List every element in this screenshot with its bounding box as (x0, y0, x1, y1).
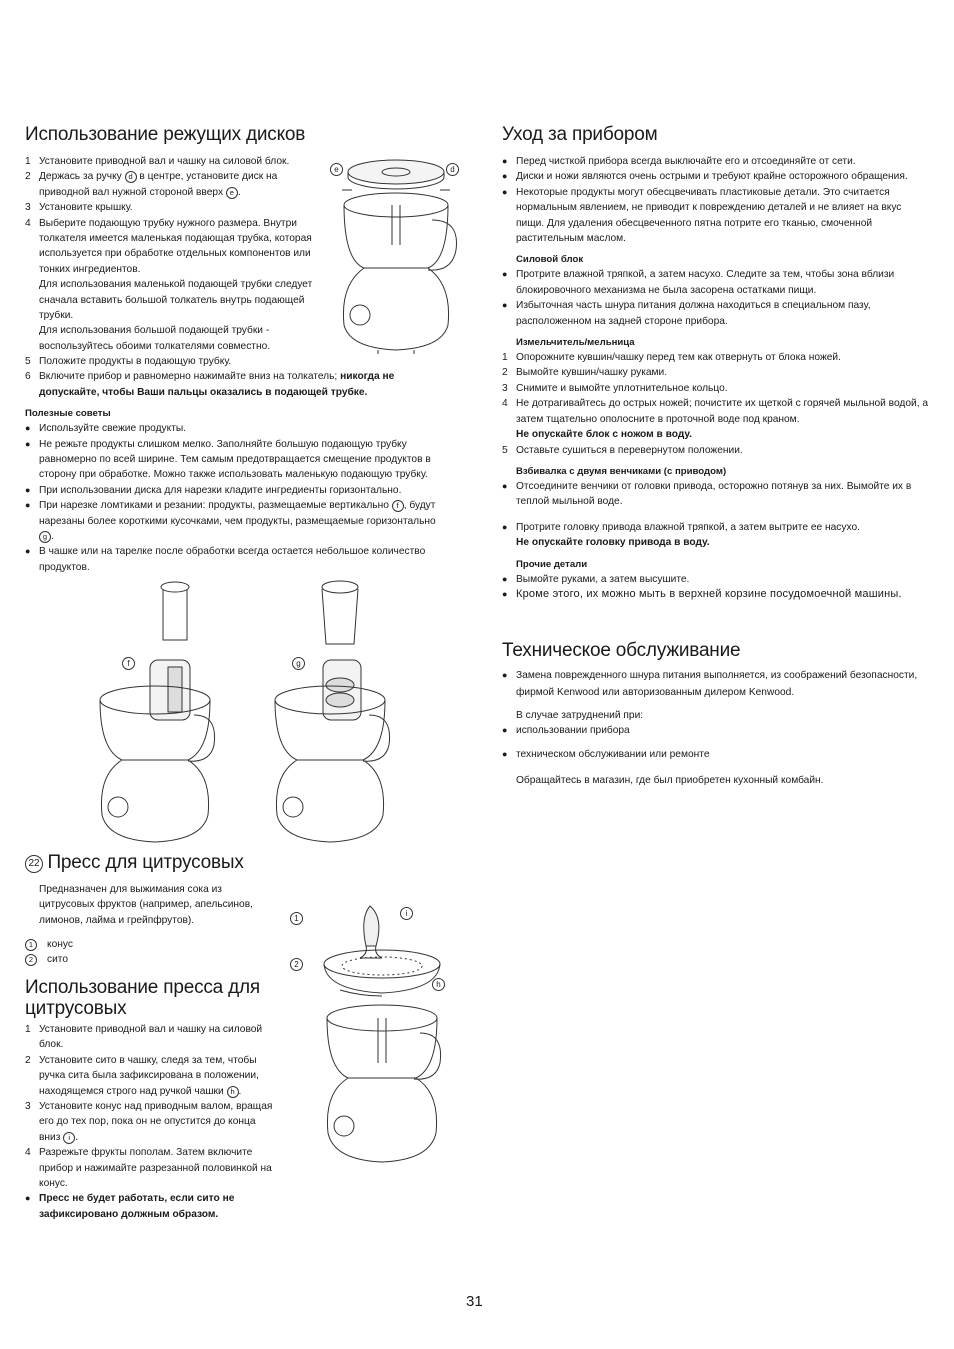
list-item: ● При нарезке ломтиками и резании: продукты, размещаемые вертикально f , будут нарезаны более короткими кусочками, чем продукты, размещаемые горизонтально g . (25, 500, 436, 543)
cutting-steps-list (25, 154, 325, 354)
list-item: ● В чашке или на тарелке после обработки всегда остается небольшое количество продуктов. (25, 546, 426, 573)
list-item: ● Используйте свежие продукты. (25, 421, 437, 436)
service-content (502, 667, 922, 789)
bullet-icon: ● (25, 484, 31, 495)
figure-processor-f (90, 575, 220, 855)
list-item: ● Отсоедините венчики от головки привода, осторожно потянув за них. Вымойте их в теплой мыльной воде. (502, 480, 912, 508)
processor-horizontal-illustration (265, 575, 395, 855)
section-title-service: Техническое обслуживание (502, 640, 741, 661)
list-item-continuation: Для использования большой подающей трубки - воспользуйтесь обоими толкателями совместно. (39, 325, 271, 352)
figure-label-e: e (330, 163, 343, 176)
list-item: ● Диски и ножи являются очень острыми и требуют крайне осторожного обращения. (502, 169, 932, 184)
citrus-press-description: Предназначен для выжимания сока из цитрусовых фруктов (например, апельсинов, лимонов, лайма и грейпфрутов). (39, 884, 253, 926)
citrus-parts-list (25, 937, 225, 968)
list-item: ● Вымойте руками, а затем высушите. (502, 572, 932, 587)
list-item: 3 Установите конус над приводным валом, вращая его до тех пор, пока он не опустится до конца вниз i . (25, 1101, 273, 1143)
subheading-chopper: Измельчитель/мельница (516, 337, 635, 349)
ref-marker-f: f (392, 500, 404, 512)
bullet-icon: ● (502, 748, 508, 759)
list-item: ● Протрите головку привода влажной тряпкой, а затем вытрите ее насухо. Не опускайте головку привода в воду. (502, 521, 860, 549)
care-content (502, 154, 932, 602)
section-number-badge: 22 (25, 855, 43, 873)
figure-processor-disc (330, 150, 465, 360)
list-item: ● техническом обслуживании или ремонте (502, 747, 922, 762)
ref-marker-d: d (125, 171, 137, 183)
list-item-continuation: Для использования маленькой подающей трубки следует сначала вставить большой толкатель внутрь подающей трубки. (39, 279, 313, 322)
ref-marker-g: g (39, 531, 51, 543)
list-item: ● использовании прибора (502, 723, 922, 738)
list-item: 5 Оставьте сушиться в перевернутом положении. (502, 444, 743, 456)
bullet-icon: ● (25, 500, 31, 511)
ref-marker-i: i (63, 1132, 75, 1144)
page-number: 31 (466, 1293, 483, 1310)
processor-disc-illustration (330, 150, 465, 360)
bullet-icon: ● (25, 438, 31, 449)
list-item: 2 Держась за ручку d в центре, установите диск на приводной вал нужной стороной вверх e . (25, 171, 278, 198)
list-item: ● Кроме этого, их можно мыть в верхней корзине посудомоечной машины. (502, 587, 932, 602)
list-item: ● Не режьте продукты слишком мелко. Заполняйте большую подающую трубку равномерно по всей ширине. Тем самым предотвращается смещение продуктов в сторону при обработке. Можно также использовать маленькую подающую трубку. (25, 438, 431, 481)
figure-label-d: d (446, 163, 459, 176)
figure-processor-g (265, 575, 395, 855)
bullet-icon: ● (25, 546, 31, 557)
citrus-press-illustration (290, 898, 450, 1188)
section-title-cutting-discs: Использование режущих дисков (25, 124, 306, 145)
list-item: ● При использовании диска для нарезки кладите ингредиенты горизонтально. (25, 483, 437, 498)
subheading-whisk: Взбивалка с двумя венчиками (с приводом) (516, 465, 727, 477)
list-item: 1 Установите приводной вал и чашку на силовой блок. (25, 156, 290, 167)
citrus-use-steps (25, 1022, 275, 1222)
list-item: ● Пресс не будет работать, если сито не зафиксировано должным образом. (25, 1193, 235, 1220)
bullet-icon: ● (502, 269, 508, 280)
bullet-icon: ● (502, 521, 508, 532)
tips-title: Полезные советы (25, 408, 111, 420)
section-title-citrus-press: 22 Пресс для цитрусовых (25, 852, 244, 873)
list-item: 4 Выберите подающую трубку нужного размера. Внутри толкателя имеется маленькая подающая трубка, которая используется при обработке отдельных компонентов или тонких ингредиентов. (25, 217, 312, 275)
bullet-icon: ● (502, 588, 508, 599)
figure-label-1: 1 (290, 912, 303, 925)
list-item: 3 Снимите и вымойте уплотнительное кольцо. (502, 382, 728, 394)
figure-label-g: g (292, 657, 305, 670)
list-item: ● Протрите влажной тряпкой, а затем насухо. Следите за тем, чтобы зона вблизи блокировочного механизма не была засорена остатками пищи. (502, 269, 895, 296)
list-item: ● Некоторые продукты могут обесцвечивать пластиковые детали. Это считается нормальным явлением, не приводит к повреждению деталей и не влияет на вкус пищи. Для удаления обесцвеченного пятна потрите его тканью, смоченной растительным маслом. (502, 186, 902, 245)
bullet-icon: ● (502, 186, 508, 197)
figure-label-f: f (122, 657, 135, 670)
bullet-icon: ● (502, 156, 508, 166)
bullet-icon: ● (25, 1193, 31, 1204)
list-item: 1 Установите приводной вал и чашку на силовой блок. (25, 1024, 263, 1051)
processor-vertical-illustration (90, 575, 220, 855)
bullet-icon: ● (502, 725, 508, 736)
list-item: 2 сито (25, 952, 225, 967)
bullet-icon: ● (502, 670, 508, 680)
cutting-steps-list-2 (25, 354, 437, 575)
list-item: 5 Положите продукты в подающую трубку. (25, 356, 232, 367)
section-title-care: Уход за прибором (502, 124, 658, 145)
bullet-icon: ● (502, 480, 508, 491)
list-item: 3 Установите крышку. (25, 202, 133, 214)
ref-marker-h: h (227, 1086, 239, 1098)
list-item: 6 Включите прибор и равномерно нажимайте вниз на толкатель; никогда не допускайте, чтобы Ваши пальцы оказались в подающей трубке. (25, 371, 395, 398)
bullet-icon: ● (502, 171, 508, 182)
list-item: ● Замена поврежденного шнура питания выполняется, из соображений безопасности, фирмой Kenwood или авторизованным дилером Kenwood. (502, 667, 922, 701)
service-difficulty: В случае затруднений при: (516, 710, 644, 721)
figure-label-2: 2 (290, 958, 303, 971)
bullet-icon: ● (25, 423, 31, 434)
figure-label-i: i (400, 907, 413, 920)
subheading-other-parts: Прочие детали (516, 558, 588, 570)
ref-marker-e: e (226, 187, 238, 199)
list-item: 4 Разрежьте фрукты пополам. Затем включите прибор и нажимайте разрезанной половинкой на конус. (25, 1147, 272, 1190)
list-item: 1 Опорожните кувшин/чашку перед тем как отвернуть от блока ножей. (502, 352, 841, 364)
list-item: 1 конус (25, 937, 225, 952)
figure-label-h: h (432, 978, 445, 991)
subheading-power-unit: Силовой блок (516, 254, 584, 266)
service-contact: Обращайтесь в магазин, где был приобретен кухонный комбайн. (516, 775, 824, 787)
bullet-icon: ● (502, 300, 508, 311)
figure-citrus-press (290, 898, 450, 1188)
list-item: 2 Установите сито в чашку, следя за тем, чтобы ручка сита была зафиксирована в положении, находящемся строго над ручкой чашки h . (25, 1054, 259, 1097)
bullet-icon: ● (502, 573, 508, 584)
section-title-citrus-use: Использование пресса для цитрусовых (25, 977, 260, 1019)
list-item: 4 Не дотрагивайтесь до острых ножей; почистите их щеткой с горячей мыльной водой, а затем тщательно ополосните в проточной воде под краном. Не опускайте блок с ножом в воду. (502, 398, 929, 441)
list-item: ● Избыточная часть шнура питания должна находиться в специальном пазу, расположенном на задней стороне прибора. (502, 300, 871, 327)
list-item: 2 Вымойте кувшин/чашку руками. (502, 367, 668, 379)
list-item: ● Перед чисткой прибора всегда выключайте его и отсоединяйте от сети. (502, 154, 932, 169)
